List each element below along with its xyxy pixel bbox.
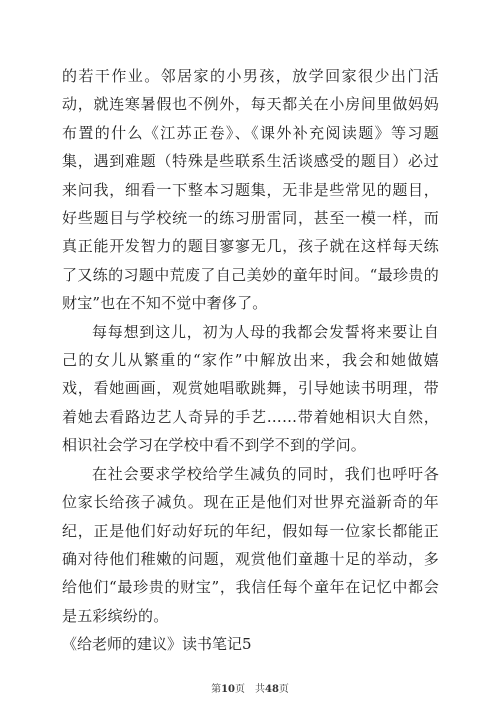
footer-suffix: 页 [278, 684, 289, 695]
paragraph-continued: 的若干作业。邻居家的小男孩，放学回家很少出门活动，就连寒暑假也不例外，每天都关在小房间里做妈妈布置的什么《江苏正卷》、《课外补充阅读题》等习题集，遇到难题（特殊是些联系生活谈感受的题目）必过来问我，细看一下整本习题集，无非是些常见的题目，好些题目与学校统一的练习册雷同，甚至一模一样，而真正能开发智力的题目寥寥无几，孩子就在这样每天练了又练的习题中荒废了自己美妙的童年时间。“最珍贵的财宝”也在不知不觉中奢侈了。 [62, 67, 439, 313]
total-pages: 48 [265, 684, 279, 695]
document-body [62, 62, 439, 659]
paragraph: 每每想到这儿，初为人母的我都会发誓将来要让自己的女儿从繁重的“家作”中解放出来，我会和她做嬉戏，看她画画，观赏她唱歌跳舞，引导她读书明理，带着她去看路边艺人奇异的手艺……带着她相识大自然，相识社会学习在学校中看不到学不到的学问。 [62, 322, 439, 455]
paragraph: 在社会要求学校给学生减负的同时，我们也呼吁各位家长给孩子减负。现在正是他们对世界充溢新奇的年纪，正是他们好动好玩的年纪，假如每一位家长都能正确对待他们稚嫩的问题，观赏他们童趣十足的举动，多给他们“最珍贵的财宝”，我信任每个童年在记忆中都会是五彩缤纷的。 [62, 464, 439, 625]
section-title: 《给老师的建议》读书笔记5 [62, 635, 252, 654]
footer-mid: 页 共 [235, 684, 265, 695]
page-footer [0, 680, 500, 695]
footer-prefix: 第 [211, 684, 222, 695]
page-number: 10 [221, 684, 235, 695]
